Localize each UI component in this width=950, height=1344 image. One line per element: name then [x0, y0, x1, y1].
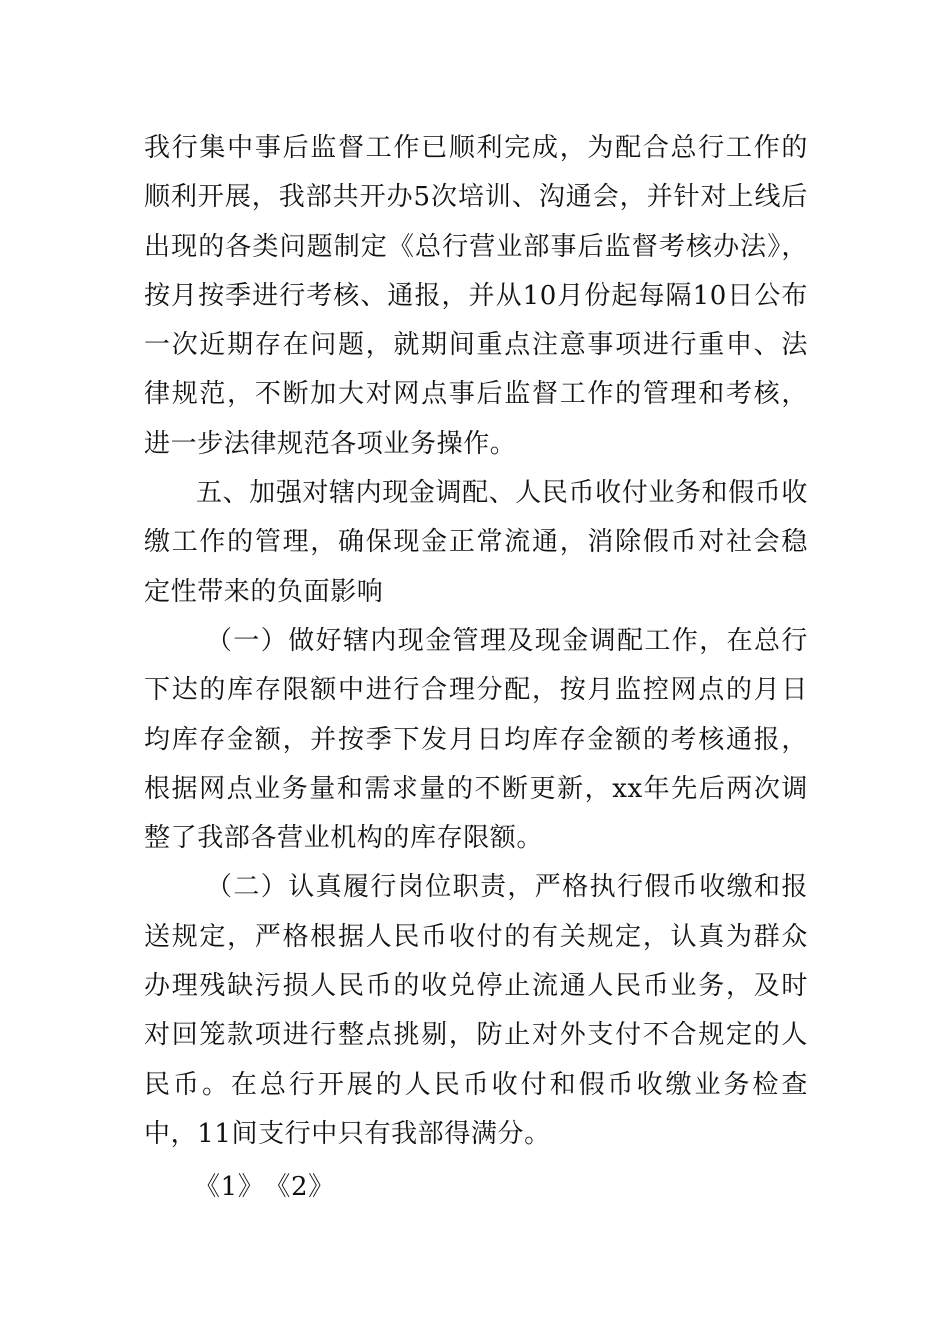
paragraph-cash-management: （一）做好辖内现金管理及现金调配工作，在总行下达的库存限额中进行合理分配，按月监控网点的月日均库存金额，并按季下发月日均库存金额的考核通报，根据网点业务量和需求量的不断更新，xx年先后两次调整了我部各营业机构的库存限额。 [144, 625, 808, 854]
paragraph-supervision: 我行集中事后监督工作已顺利完成，为配合总行工作的顺利开展，我部共开办5次培训、沟通会，并针对上线后出现的各类问题制定《总行营业部事后监督考核办法》，按月按季进行考核、通报，并从10月份起每隔10日公布一次近期存在问题，就期间重点注意事项进行重申、法律规范，不断加大对网点事后监督工作的管理和考核，进一步法律规范各项业务操作。 [144, 133, 808, 459]
paragraph-counterfeit-collection: （二）认真履行岗位职责，严格执行假币收缴和报送规定，严格根据人民币收付的有关规定，认真为群众办理残缺污损人民币的收兑停止流通人民币业务，及时对回笼款项进行整点挑剔，防止对外支付不合规定的人民币。在总行开展的人民币收付和假币收缴业务检查中，11间支行中只有我部得满分。 [144, 872, 808, 1149]
page-link-1[interactable]: 《1》 [194, 1172, 265, 1203]
section-heading-five: 五、加强对辖内现金调配、人民币收付业务和假币收缴工作的管理，确保现金正常流通，消除假币对社会稳定性带来的负面影响 [144, 478, 808, 607]
document-body [144, 124, 808, 1213]
page-links [144, 1163, 808, 1212]
page-link-2[interactable]: 《2》 [264, 1172, 335, 1203]
